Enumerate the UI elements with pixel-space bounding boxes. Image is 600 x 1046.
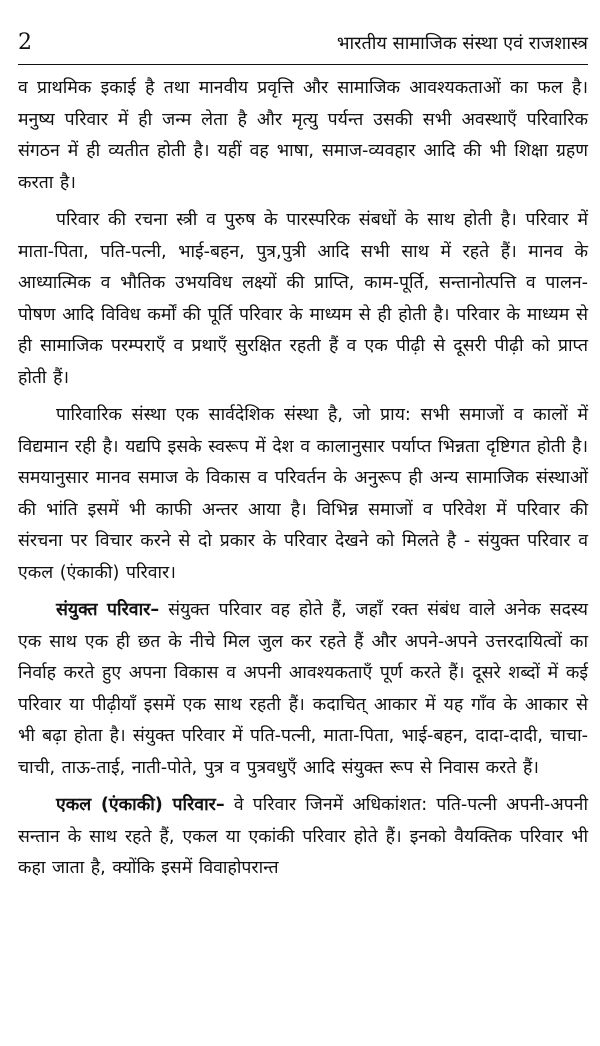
running-header bbox=[18, 30, 588, 65]
book-page bbox=[18, 30, 588, 891]
paragraph-nuclear-family bbox=[18, 790, 588, 885]
section-heading-joint-family: संयुक्त परिवार– bbox=[56, 600, 160, 620]
paragraph-continuation bbox=[18, 73, 588, 199]
paragraph-family-institution bbox=[18, 400, 588, 589]
book-title: भारतीय सामाजिक संस्था एवं राजशास्त्र bbox=[336, 33, 588, 54]
paragraph-text: परिवार की रचना स्त्री व पुरुष के पारस्परिक संबधों के साथ होती है। परिवार में माता-पिता, पति-पत्नी, भाई-बहन, पुत्र,पुत्री आदि सभी साथ में रहते हैं। मानव के आध्यात्मिक व भौतिक उभयविध लक्ष्यों की प्राप्ति, काम-पूर्ति, सन्तानोत्पत्ति व पालन-पोषण आदि विविध कर्मों की पूर्ति परिवार के माध्यम से ही होती है। परिवार के माध्यम से ही सामाजिक परम्पराएँ व प्रथाएँ सुरक्षित रहती हैं व एक पीढ़ी से दूसरी पीढ़ी को प्राप्त होती हैं। bbox=[18, 210, 588, 388]
page-number: 2 bbox=[18, 30, 32, 55]
paragraph-joint-family bbox=[18, 595, 588, 784]
paragraph-text: व प्राथमिक इकाई है तथा मानवीय प्रवृत्ति और सामाजिक आवश्यकताओं का फल है। मनुष्य परिवार में ही जन्म लेता है और मृत्यु पर्यन्त उसकी सभी अवस्थाएँ परिवारिक संगठन में ही व्यतीत होती है। यहीं वह भाषा, समाज-व्यवहार आदि की भी शिक्षा ग्रहण करता है। bbox=[18, 78, 588, 193]
paragraph-text: पारिवारिक संस्था एक सार्वदेशिक संस्था है, जो प्राय: सभी समाजों व कालों में विद्यमान रही है। यद्यपि इसके स्वरूप में देश व कालानुसार पर्याप्त भिन्नता दृष्टिगत होती है। समयानुसार मानव समाज के विकास व परिवर्तन के अनुरूप ही अन्य सामाजिक संस्थाओं की भांति इसमें भी काफी अन्तर आया है। विभिन्न समाजों व परिवेश में परिवार की संरचना पर विचार करने से दो प्रकार के परिवार देखने को मिलते है - संयुक्त परिवार व एकल (एंकाकी) परिवार। bbox=[18, 405, 588, 583]
paragraph-text: वे परिवार जिनमें अधिकांशत: पति-पत्नी अपनी-अपनी सन्तान के साथ रहते हैं, एकल या एकांकी परिवार होते हैं। इनको वैयक्तिक परिवार भी कहा जाता है, क्योंकि इसमें विवाहोपरान्त bbox=[18, 795, 589, 878]
section-heading-nuclear-family: एकल (एंकाकी) परिवार– bbox=[56, 795, 225, 815]
paragraph-family-structure bbox=[18, 205, 588, 394]
paragraph-text: संयुक्त परिवार वह होते हैं, जहाँ रक्त संबंध वाले अनेक सदस्य एक साथ एक ही छत के नीचे मिल जुल कर रहते हैं और अपने-अपने उत्तरदायित्वों का निर्वाह करते हुए अपना विकास व अपनी आवश्यकताएँ पूर्ण करते हैं। दूसरे शब्दों में कई परिवार या पीढ़ीयाँ इसमें एक साथ रहती हैं। कदाचित् आकार में यह गाँव के आकार से भी बढ़ा होता है। संयुक्त परिवार में पति-पत्नी, माता-पिता, भाई-बहन, दादा-दादी, चाचा-चाची, ताऊ-ताई, नाती-पोते, पुत्र व पुत्रवधुएँ आदि संयुक्त रूप से निवास करते हैं। bbox=[18, 600, 589, 778]
